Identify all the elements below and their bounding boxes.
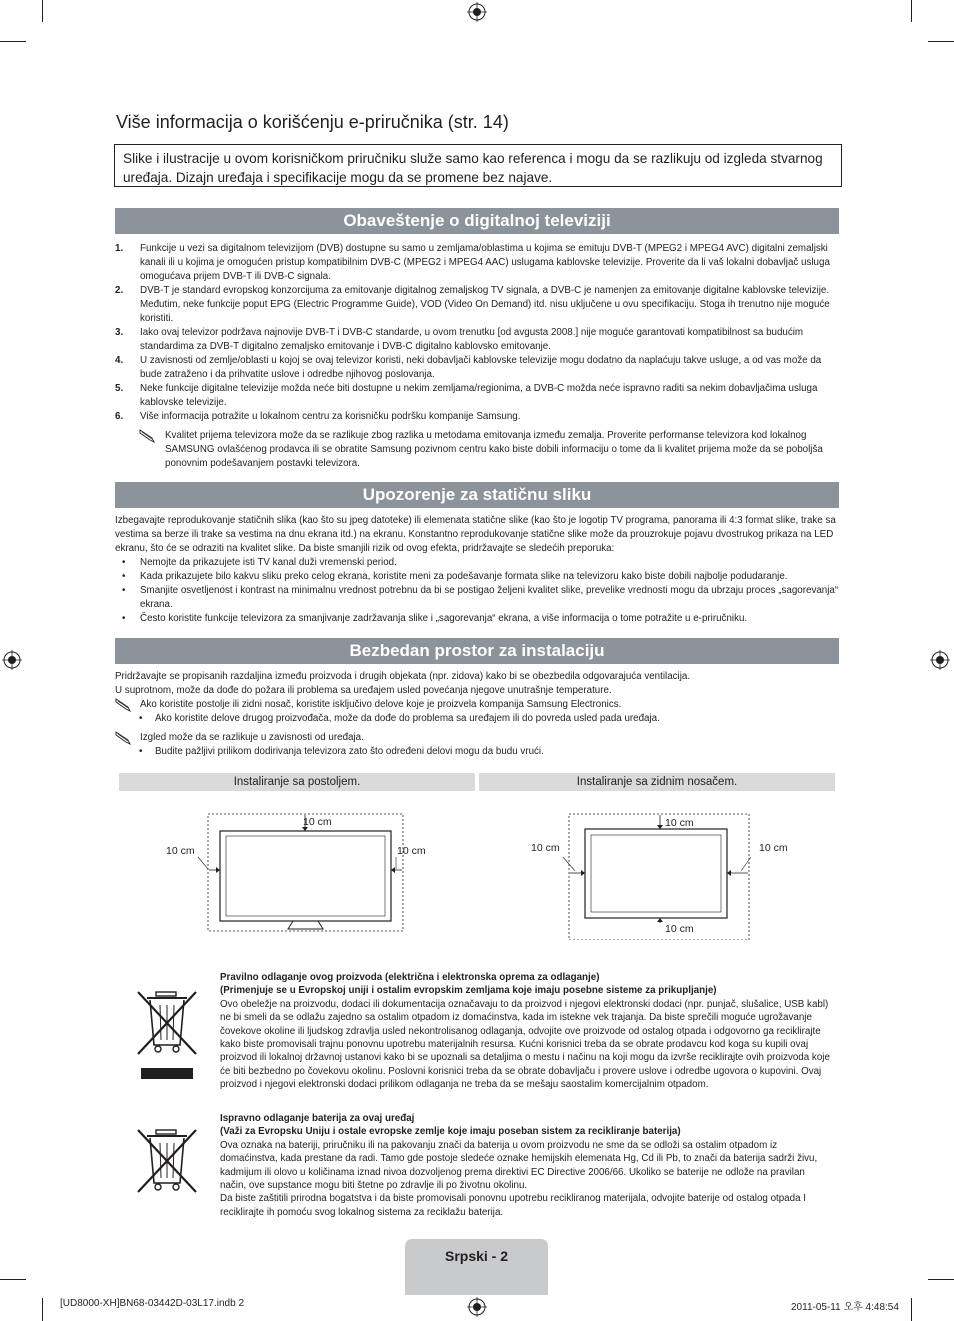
clearance-left-label: 10 cm <box>531 842 560 854</box>
crop-mark <box>42 0 43 22</box>
crossed-bin-icon <box>132 988 202 1083</box>
note: Kvalitet prijema televizora može da se razlikuje zbog razlika u metodama emitovanja između zemalja. Proverite performanse televizora kod lokalnog SAMSUNG ovlašćenog prodavca ili se obratite Samsung pozivnom centru kako biste dobili informaciju o tome da li kvalitet prijema može da se poboljša ponovnim podešavanjem postavki televizora. <box>115 429 839 471</box>
clearance-right-label: 10 cm <box>759 842 788 854</box>
page-title: Više informacija o korišćenju e-priručnika (str. 14) <box>116 112 509 132</box>
registration-mark-icon <box>467 1297 487 1317</box>
footer-timestamp: 2011-05-11 오후 4:48:54 <box>791 1302 899 1313</box>
list-item: 4. U zavisnosti od zemlje/oblasti u kojoj se ovaj televizor koristi, neki dobavljači kablovske televizije mogu dodatno da naplaćuju takve usluge, a od vas može da bude zatraženo i da prihvatite uslove i odredbe njihovog poslovanja. <box>115 355 822 380</box>
list-item: • Često koristite funkcije televizora za smanjivanje zadržavanja slike i „sagorevanja“ ekrana, a više informacija o tome potražite u e-priručniku. <box>115 612 839 626</box>
clearance-right-label: 10 cm <box>397 845 426 857</box>
paragraph: Pridržavajte se propisanih razdaljina između proizvoda i drugih objekata (npr. zidova) kako bi se obezbedila odgovarajuća ventilacija. <box>115 671 691 682</box>
section-heading-digital-tv: Obaveštenje o digitalnoj televiziji <box>115 208 839 234</box>
list-item: • Kada prikazujete bilo kakvu sliku preko celog ekrana, koristite meni za podešavanje formata slike na televizoru kako biste dobili najbolje podudaranje. <box>115 570 839 584</box>
list-item: 2. DVB-T je standard evropskog konzorcijuma za emitovanje digitalnog zemaljskog TV signala, a DVB-C je namenjen za emitovanje digitalne kablovske televizije. Međutim, neke funkcije poput EPG (Electric Programme Guide), VOD (Video On Demand) itd. nisu uključene u ovu specifikaciju. Stoga ih trenutno nije moguće koristiti. <box>115 285 830 324</box>
pencil-note-icon <box>115 698 133 712</box>
weee-title: Pravilno odlaganje ovog proizvoda (električna i elektronska oprema za odlaganje) <box>220 972 600 983</box>
crop-mark <box>0 41 26 42</box>
list-item: • Budite pažljivi prilikom dodirivanja televizora zato što određeni delovi mogu da budu vrući. <box>115 745 839 759</box>
list-item: • Smanjite osvetljenost i kontrast na minimalnu vrednost potrebnu da bi se postigao željeni kvalitet slike, prevelike vrednosti mogu da ubrzaju proces „sagorevanja“ ekrana. <box>115 584 839 612</box>
weee-disposal-text <box>220 971 830 1092</box>
paragraph: Izbegavajte reprodukovanje statičnih slika (kao što su jpeg datoteke) ili elemenata statične slike (kao što je logotip TV programa, panorama ili 4:3 format slike, trake sa vestima sa berze ili trake sa vestima na dnu ekrana itd.) na ekranu. Konstantno reprodukovanje statične slike može da prouzrokuje pojavu dvostrukog prikaza na LED ekranu, što će se odraziti na kvalitet slike. Da biste smanjili rizik od ovog efekta, pridržavajte se sledećih preporuka: <box>115 515 836 554</box>
paragraph: U suprotnom, može da dođe do požara ili problema sa uređajem usled povećanja njegove unutrašnje temperature. <box>115 685 612 696</box>
registration-mark-icon <box>467 2 487 22</box>
crop-mark <box>0 1279 26 1280</box>
list-item: • Nemojte da prikazujete isti TV kanal duži vremenski period. <box>115 556 839 570</box>
clearance-top-label: 10 cm <box>303 816 332 828</box>
pencil-note-icon <box>115 731 133 745</box>
digital-tv-list <box>115 242 839 471</box>
static-image-text <box>115 514 839 626</box>
battery-body: Ova oznaka na bateriji, priručniku ili na pakovanju znači da baterija u ovom proizvodu ne sme da se odloži sa ostalim otpadom iz domaćinstva, kada prestane da radi. Tamo gde postoje sledeće oznake hemijskih elemenata Hg, Cd ili Pb, to znači da baterija sadrži živu, kadmijum ili olovo u količinama iznad nivoa dozvoljenog prema direktivi EC Directive 2006/66. Ukoliko se baterije ne odlože na pravilan način, ove supstance mogu biti štetne po zdravlje ili po životnu okolinu. <box>220 1139 818 1192</box>
list-item: 5. Neke funkcije digitalne televizije možda neće biti dostupne u nekim zemljama/regionima, a DVB-C možda neće ispravno raditi sa nekim dobavljačima usluga kablovske televizije. <box>115 383 818 408</box>
list-item: 6. Više informacija potražite u lokalnom centru za korisničku podršku kompanije Samsung. <box>115 411 521 422</box>
crop-mark <box>42 1298 43 1321</box>
clearance-top-label: 10 cm <box>665 817 694 829</box>
battery-title: Ispravno odlaganje baterija za ovaj uređaj <box>220 1113 415 1124</box>
registration-mark-icon <box>2 650 22 670</box>
list-item: • Ako koristite delove drugog proizvođača, može da dođe do problema sa uređajem ili do povreda usled pada uređaja. <box>115 712 839 726</box>
notice-box: Slike i ilustracije u ovom korisničkom priručniku služe samo kao referenca i mogu da se razlikuju od izgleda stvarnog uređaja. Dizajn uređaja i specifikacije mogu da se promene bez najave. <box>114 144 842 187</box>
clearance-left-label: 10 cm <box>166 845 195 857</box>
registration-mark-icon <box>930 650 950 670</box>
weee-body: Ovo obeležje na proizvodu, dodaci ili dokumentacija označavaju to da proizvod i njegovi elektronski dodaci (npr. punjač, slušalice, USB kabl) ne bi smeli da se odlažu zajedno sa ostalim otpadom iz domaćinstva, kada im istekne vek trajanja. Da biste sprečili moguće ugrožavanje čovekove okoline ili ljudskog zdravlja usled nekontrolisanog odlaganja, odvojite ove proizvode od ostalog otpada i odgovorno ga reciklirajte kako biste promovisali trajnu ponovnu upotrebu materijalnih resursa. Kućni korisnici treba da se obrate prodavcu kod koga su kupili ovaj proizvod ili lokalnoj državnoj ustanovi kako bi se upoznali sa detaljima o mestu i načinu na koji mogu da izvrše reciklirajte ovih proizvoda koje će biti bezbedno po čovekovu okolinu. Poslovni korisnici treba da se obrate dobavljaču i provere uslove i odredbe ugovora o kupovini. Ovaj proizvod i njegovi elektronski dodaci prilikom odlaganja ne treba da se mešaju saostalim komercijalnim otpadom. <box>220 998 830 1091</box>
list-item: 3. Iako ovaj televizor podržava najnovije DVB-T i DVB-C standarde, u ovom trenutku [od avgusta 2008.] nije moguće garantovati kompatibilnost sa budućim standardima za DVB-T digitalno zemaljsko emitovanje i DVB-C digitalno kablovsko emitovanje. <box>115 327 804 352</box>
footer-file-info: [UD8000-XH]BN68-03442D-03L17.indb 2 <box>60 1298 245 1309</box>
clearance-bottom-label: 10 cm <box>665 923 694 935</box>
list-item: 1. Funkcije u vezi sa digitalnom televizijom (DVB) dostupne su samo u zemljama/oblastima u kojima se emituju DVB-T (MPEG2 i MPEG4 AVC) digitalni zemaljski kanali ili u kojima je omogućen pristup kompatibilnim DVB-C (MPEG2 i MPEG4 AAC) uslugama kablovske televizije. Proverite da li vaš lokalni dobavljač usluga omogućava prijem DVB-T ili DVB-C signala. <box>115 243 830 282</box>
pencil-note-icon <box>139 429 157 443</box>
weee-subtitle: (Primenjuje se u Evropskoj uniji i ostalim evropskim zemljama koje imaju posebne sisteme za prikupljanje) <box>220 985 717 997</box>
section-heading-installation: Bezbedan prostor za instalaciju <box>115 638 839 664</box>
note: Izgled može da se razlikuje u zavisnosti od uređaja. <box>115 731 839 745</box>
crop-mark <box>928 1279 954 1280</box>
page-number-tab: Srpski - 2 <box>405 1239 548 1295</box>
note: Ako koristite postolje ili zidni nosač, koristite isključivo delove koje je proizvela kompanija Samsung Electronics. <box>115 698 839 712</box>
wall-install-label: Instaliranje sa zidnim nosačem. <box>479 773 835 791</box>
crop-mark <box>928 41 954 42</box>
battery-disposal-text <box>220 1112 830 1219</box>
installation-text <box>115 670 839 759</box>
crop-mark <box>911 0 912 22</box>
crop-mark <box>911 1298 912 1321</box>
battery-subtitle: (Važi za Evropsku Uniju i ostale evropske zemlje koje imaju poseban sistem za recikliranje baterija) <box>220 1126 681 1138</box>
battery-body: Da biste zaštitili prirodna bogatstva i da biste promovisali ponovnu upotrebu recikliranog materijala, odvojite baterije od ostalog otpada I reciklirajte ih pomoću svog lokalnog sistema za reciklažu baterija. <box>220 1193 806 1218</box>
stand-install-label: Instaliranje sa postoljem. <box>119 773 475 791</box>
crossed-bin-battery-icon <box>132 1126 202 1201</box>
section-heading-static-image: Upozorenje za statičnu sliku <box>115 482 839 508</box>
